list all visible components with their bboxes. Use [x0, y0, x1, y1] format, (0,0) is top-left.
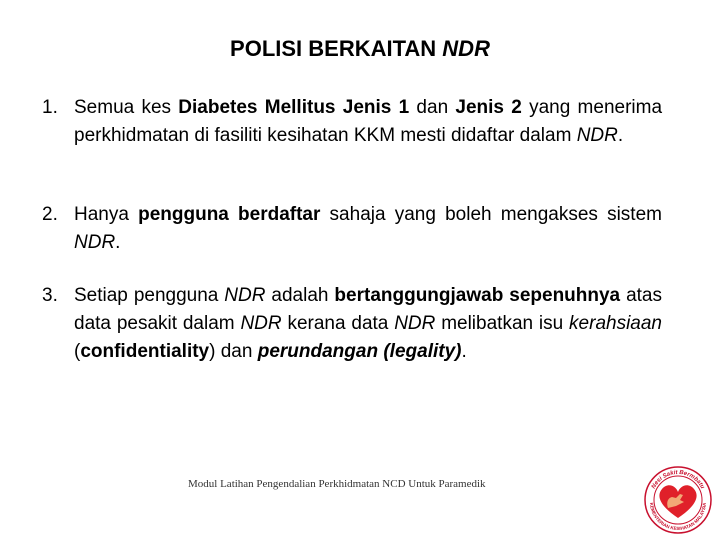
text-run: kerana data [281, 313, 395, 334]
text-run-italic: NDR [240, 313, 282, 334]
text-run: adalah [265, 285, 335, 306]
text-run: ( [74, 341, 81, 362]
text-run-bold: Jenis 2 [455, 97, 522, 118]
policy-item-2 [42, 201, 662, 257]
text-run: . [115, 232, 121, 253]
text-run: Setiap pengguna [74, 285, 225, 306]
text-run-bold: bertanggungjawab sepenuhnya [334, 285, 621, 306]
text-run-bold: pengguna berdaftar [138, 204, 321, 225]
title-text: POLISI BERKAITAN [230, 36, 443, 61]
text-run: Semua kes [74, 97, 179, 118]
text-run: melibatkan isu [435, 313, 570, 334]
text-run-bold-italic: perundangan [257, 341, 379, 362]
text-run-bold: Diabetes Mellitus Jenis 1 [178, 97, 410, 118]
item-text [74, 201, 662, 257]
text-run: sahaja yang boleh mengakses sistem [320, 204, 662, 225]
text-run-italic: kerahsiaan [569, 313, 662, 334]
health-ministry-logo [640, 464, 716, 536]
item-number: 3. [42, 285, 58, 306]
text-run: . [617, 125, 624, 146]
text-run: ) dan [209, 341, 258, 362]
text-run: dan [409, 97, 456, 118]
logo-bottom-text: KEMENTERIAN KESIHATAN MALAYSIA [648, 502, 708, 532]
item-text [74, 282, 662, 366]
item-number: 2. [42, 204, 58, 225]
text-run-italic: NDR [576, 125, 618, 146]
policy-item-3 [42, 282, 662, 366]
text-run: Hanya [74, 204, 139, 225]
text-run: . [461, 341, 467, 362]
text-run: yang menerima perkhidmatan di fasiliti kesihatan KKM mesti didaftar dalam [74, 97, 663, 146]
text-run-italic: NDR [74, 232, 116, 253]
text-run-bold-italic: (legality) [383, 341, 462, 362]
text-run-bold: confidentiality [80, 341, 210, 362]
page-title [0, 36, 720, 62]
item-text [74, 94, 662, 150]
text-run-italic: NDR [224, 285, 266, 306]
footer-text: Modul Latihan Pengendalian Perkhidmatan NCD Untuk Paramedik [188, 478, 486, 490]
title-italic: NDR [442, 36, 490, 61]
text-run: atas data pesakit dalam [74, 285, 662, 334]
item-number: 1. [42, 97, 58, 118]
policy-item-1 [42, 94, 662, 150]
text-run-italic: NDR [394, 313, 436, 334]
logo-top-text: Nesi Sakit Bermbatu [650, 469, 706, 490]
